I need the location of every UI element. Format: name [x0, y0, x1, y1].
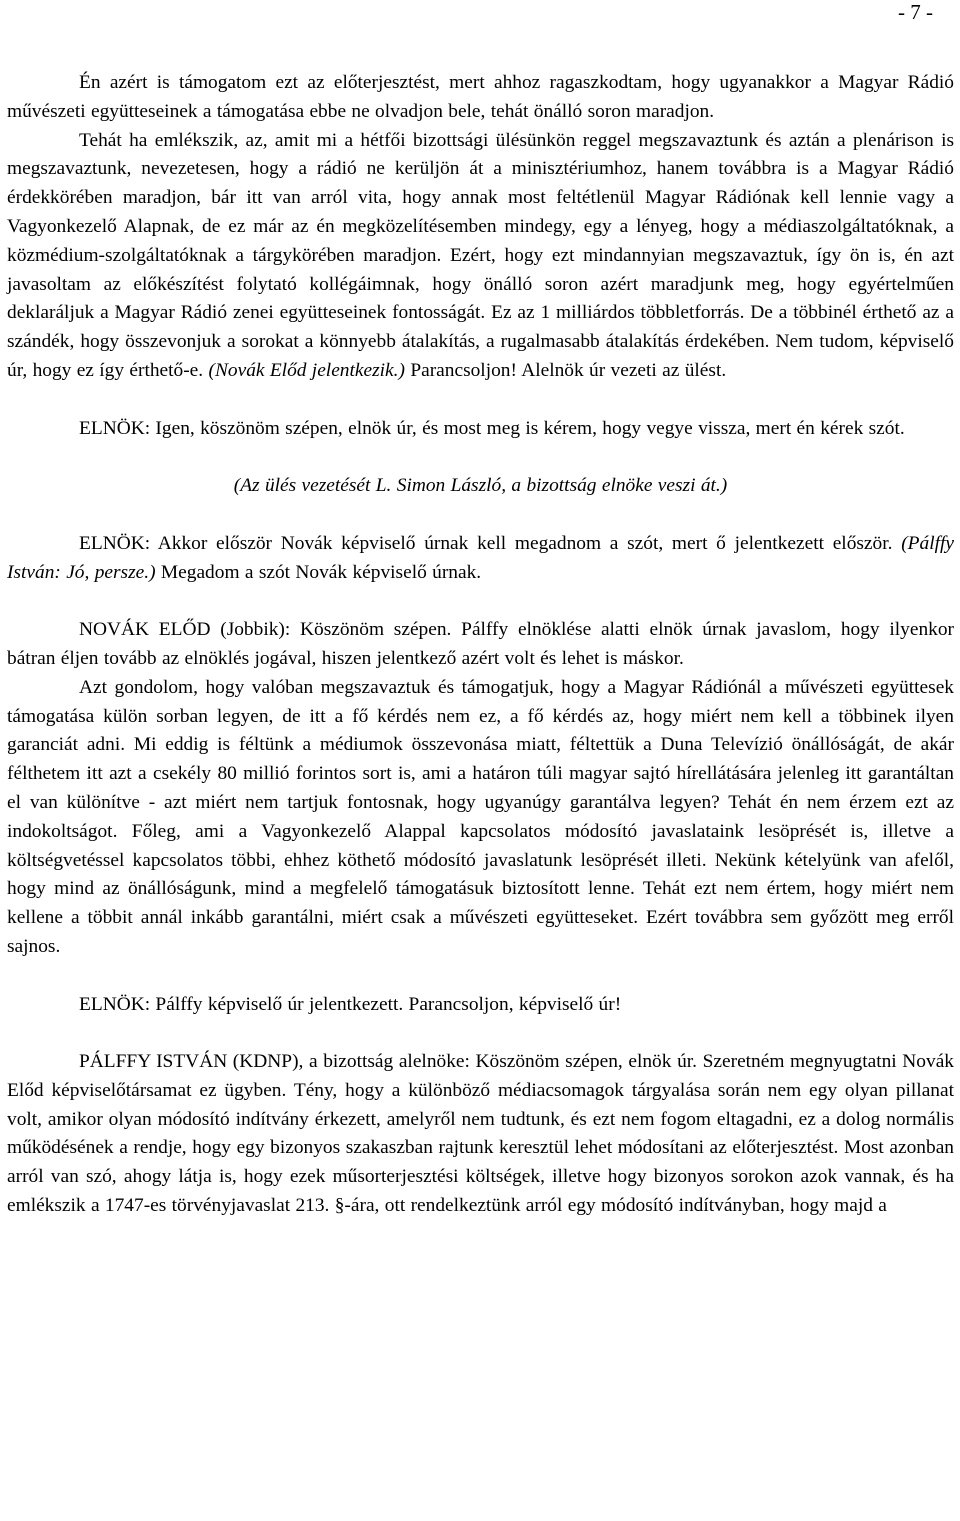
paragraph-5-text-end: Megadom a szót Novák képviselő úrnak.: [160, 561, 482, 583]
paragraph-7: Azt gondolom, hogy valóban megszavaztuk és támogatjuk, hogy a Magyar Rádiónál a művészeti együttesek támogatása külön sorban legyen, de itt a fő kérdés nem ez, a fő kérdés az, hogy miért nem kell a többinek ilyen garanciát adni. Mi eddig is féltünk a médiumok összevonása miatt, féltettük a Duna Televízió önállóságát, de akár félthetem itt azt a csekély 80 millió forintos sort is, ami a határon túli magyar sajtó hírellátására jelenleg itt garantáltan el van különítve - azt miért nem tartjuk fontosnak, hogy ugyanúgy garantálva legyen? Tehát én nem érzem ezt az indokoltságot. Főleg, ami a Vagyonkezelő Alappal kapcsolatos módosító javaslataink lesöprését is, illetve a költségvetéssel kapcsolatos többi, ehhez köthető módosító javaslatunk lesöprését illeti. Nekünk kételyünk van afelől, hogy mind az önállóságunk, mind a megfelelő támogatásuk biztosított lenne. Tehát ezt nem értem, hogy miért nem kellene a többit annál inkább garantálni, miért csak a művészeti együtteseket. Ezért továbbra sem győzött meg erről sajnos.: [7, 676, 954, 957]
paragraph-6: NOVÁK ELŐD (Jobbik): Köszönöm szépen. Pálffy elnöklése alatti elnök úrnak javaslom, hogy ilyenkor bátran éljen tovább az elnöklés jogával, hiszen jelentkező azért volt és lehet is máskor.: [7, 619, 954, 669]
paragraph-2: [7, 127, 954, 386]
paragraph-5: [7, 530, 954, 588]
document-body: [7, 69, 954, 1221]
paragraph-2-text: Tehát ha emlékszik, az, amit mi a hétfői bizottsági ülésünkön reggel megszavaztunk és aztán a plenárison is megszavaztunk, nevezetesen, hogy a rádió ne kerüljön át a minisztériumhoz, hanem továbbra is a Magyar Rádió érdekkörében maradjon, bár itt van arról vita, hogy annak most feltétlenül Magyar Rádiónak kell lennie vagy a Vagyonkezelő Alapnak, de ez már az én megközelítésemben mindegy, egy a lényeg, hogy a médiaszolgáltatóknak, a közmédium-szolgáltatóknak a tárgykörében maradjon. Ezért, hogy ezt mindannyian megszavaztuk, így ön is, én azt javasoltam az előkészítést folytató kollégáimnak, hogy önálló soron azért maradjunk meg, hogy egyértelműen deklaráljuk a Magyar Rádió zenei együtteseinek fontosságát. Ez az 1 milliárdos többletforrás. De a többinél érthető az a szándék, hogy összevonjuk a sorokat a könnyebb átalakítás, a rugalmasabb átalakítás érdekében. Nem tudom, képviselő úr, hogy ez így érthető-e.: [7, 129, 954, 381]
paragraph-5-remark: (Pálffy István: Jó, persze.): [7, 532, 954, 583]
chair-change-note-text: (Az ülés vezetését L. Simon László, a bizottság elnöke veszi át.): [233, 475, 728, 497]
paragraph-2-text-end: Parancsoljon! Alelnök úr vezeti az ülést.: [410, 359, 727, 381]
paragraph-3: ELNÖK: Igen, köszönöm szépen, elnök úr, és most meg is kérem, hogy vegye vissza, mert én kérek szót.: [79, 417, 905, 439]
paragraph-1: Én azért is támogatom ezt az előterjesztést, mert ahhoz ragaszkodtam, hogy ugyanakkor a Magyar Rádió művészeti együtteseinek a támogatása ebbe ne olvadjon bele, tehát önálló soron maradjon.: [7, 72, 954, 122]
paragraph-2-remark: (Novák Előd jelentkezik.): [208, 359, 405, 381]
chair-change-note: [7, 472, 954, 501]
paragraph-8: ELNÖK: Pálffy képviselő úr jelentkezett. Parancsoljon, képviselő úr!: [79, 993, 622, 1015]
paragraph-5-text: ELNÖK: Akkor először Novák képviselő úrnak kell megadnom a szót, mert ő jelentkezett először.: [79, 532, 893, 554]
paragraph-9: PÁLFFY ISTVÁN (KDNP), a bizottság alelnöke: Köszönöm szépen, elnök úr. Szeretném megnyugtatni Novák Előd képviselőtársamat ez ügyben. Tény, hogy a különböző médiacsomagok tárgyalása során nem egy olyan pillanat volt, amikor olyan módosító indítvány érkezett, amelyről nem tudtunk, és ezt nem fogom eltagadni, ez a dolog normális működésének a rendje, hogy egy bizonyos szakaszban rajtunk keresztül lehet módosítani az előterjesztést. Most azonban arról van szó, ahogy látja is, hogy ezek műsorterjesztési költségek, illetve hogy bizonyos sorokon azok vannak, és ha emlékszik a 1747-es törvényjavaslat 213. §-ára, ott rendelkeztünk arról egy módosító indítványban, hogy majd a: [7, 1051, 954, 1217]
page-number: - 7 -: [898, 0, 933, 24]
